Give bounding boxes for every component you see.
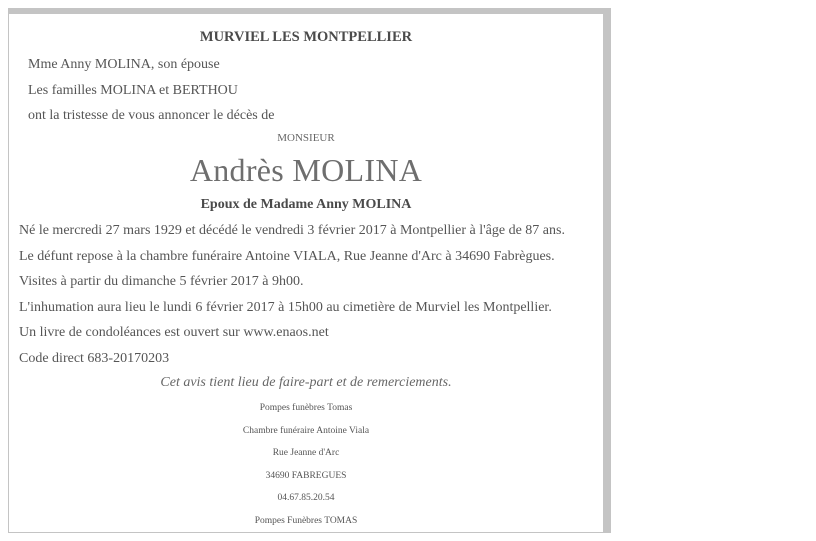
deceased-name: Andrès MOLINA bbox=[189, 152, 423, 188]
intro-line-spouse: Mme Anny MOLINA, son épouse bbox=[28, 57, 220, 72]
city-heading: MURVIEL LES MONTPELLIER bbox=[199, 29, 413, 45]
visits-line: Visites à partir du dimanche 5 février 2017 à 9h00. bbox=[19, 274, 304, 289]
funeral-phone: 04.67.85.20.54 bbox=[277, 493, 335, 503]
obituary-notice bbox=[8, 8, 611, 533]
burial-line: L'inhumation aura lieu le lundi 6 février 2017 à 15h00 au cimetière de Murviel les Montpellier. bbox=[19, 300, 552, 315]
deceased-title: MONSIEUR bbox=[277, 132, 335, 144]
funeral-street: Rue Jeanne d'Arc bbox=[272, 448, 340, 458]
funeral-chamber: Chambre funéraire Antoine Viala bbox=[242, 426, 370, 436]
intro-line-announcement: ont la tristesse de vous annoncer le décès de bbox=[28, 108, 275, 123]
funeral-home-name: Pompes funèbres Tomas bbox=[259, 403, 353, 413]
direct-code-line: Code direct 683-20170203 bbox=[19, 351, 170, 366]
funeral-city: 34690 FABREGUES bbox=[265, 471, 347, 481]
spouse-line: Epoux de Madame Anny MOLINA bbox=[200, 197, 412, 212]
intro-line-families: Les familles MOLINA et BERTHOU bbox=[28, 83, 238, 98]
birth-death-line: Né le mercredi 27 mars 1929 et décédé le vendredi 3 février 2017 à Montpellier à l'âge de 87 ans. bbox=[19, 223, 565, 238]
resting-place-line: Le défunt repose à la chambre funéraire Antoine VIALA, Rue Jeanne d'Arc à 34690 Fabrègues. bbox=[19, 249, 555, 264]
notice-line: Cet avis tient lieu de faire-part et de remerciements. bbox=[160, 375, 452, 390]
funeral-signature: Pompes Funèbres TOMAS bbox=[254, 516, 358, 526]
condolences-line: Un livre de condoléances est ouvert sur www.enaos.net bbox=[19, 325, 329, 340]
